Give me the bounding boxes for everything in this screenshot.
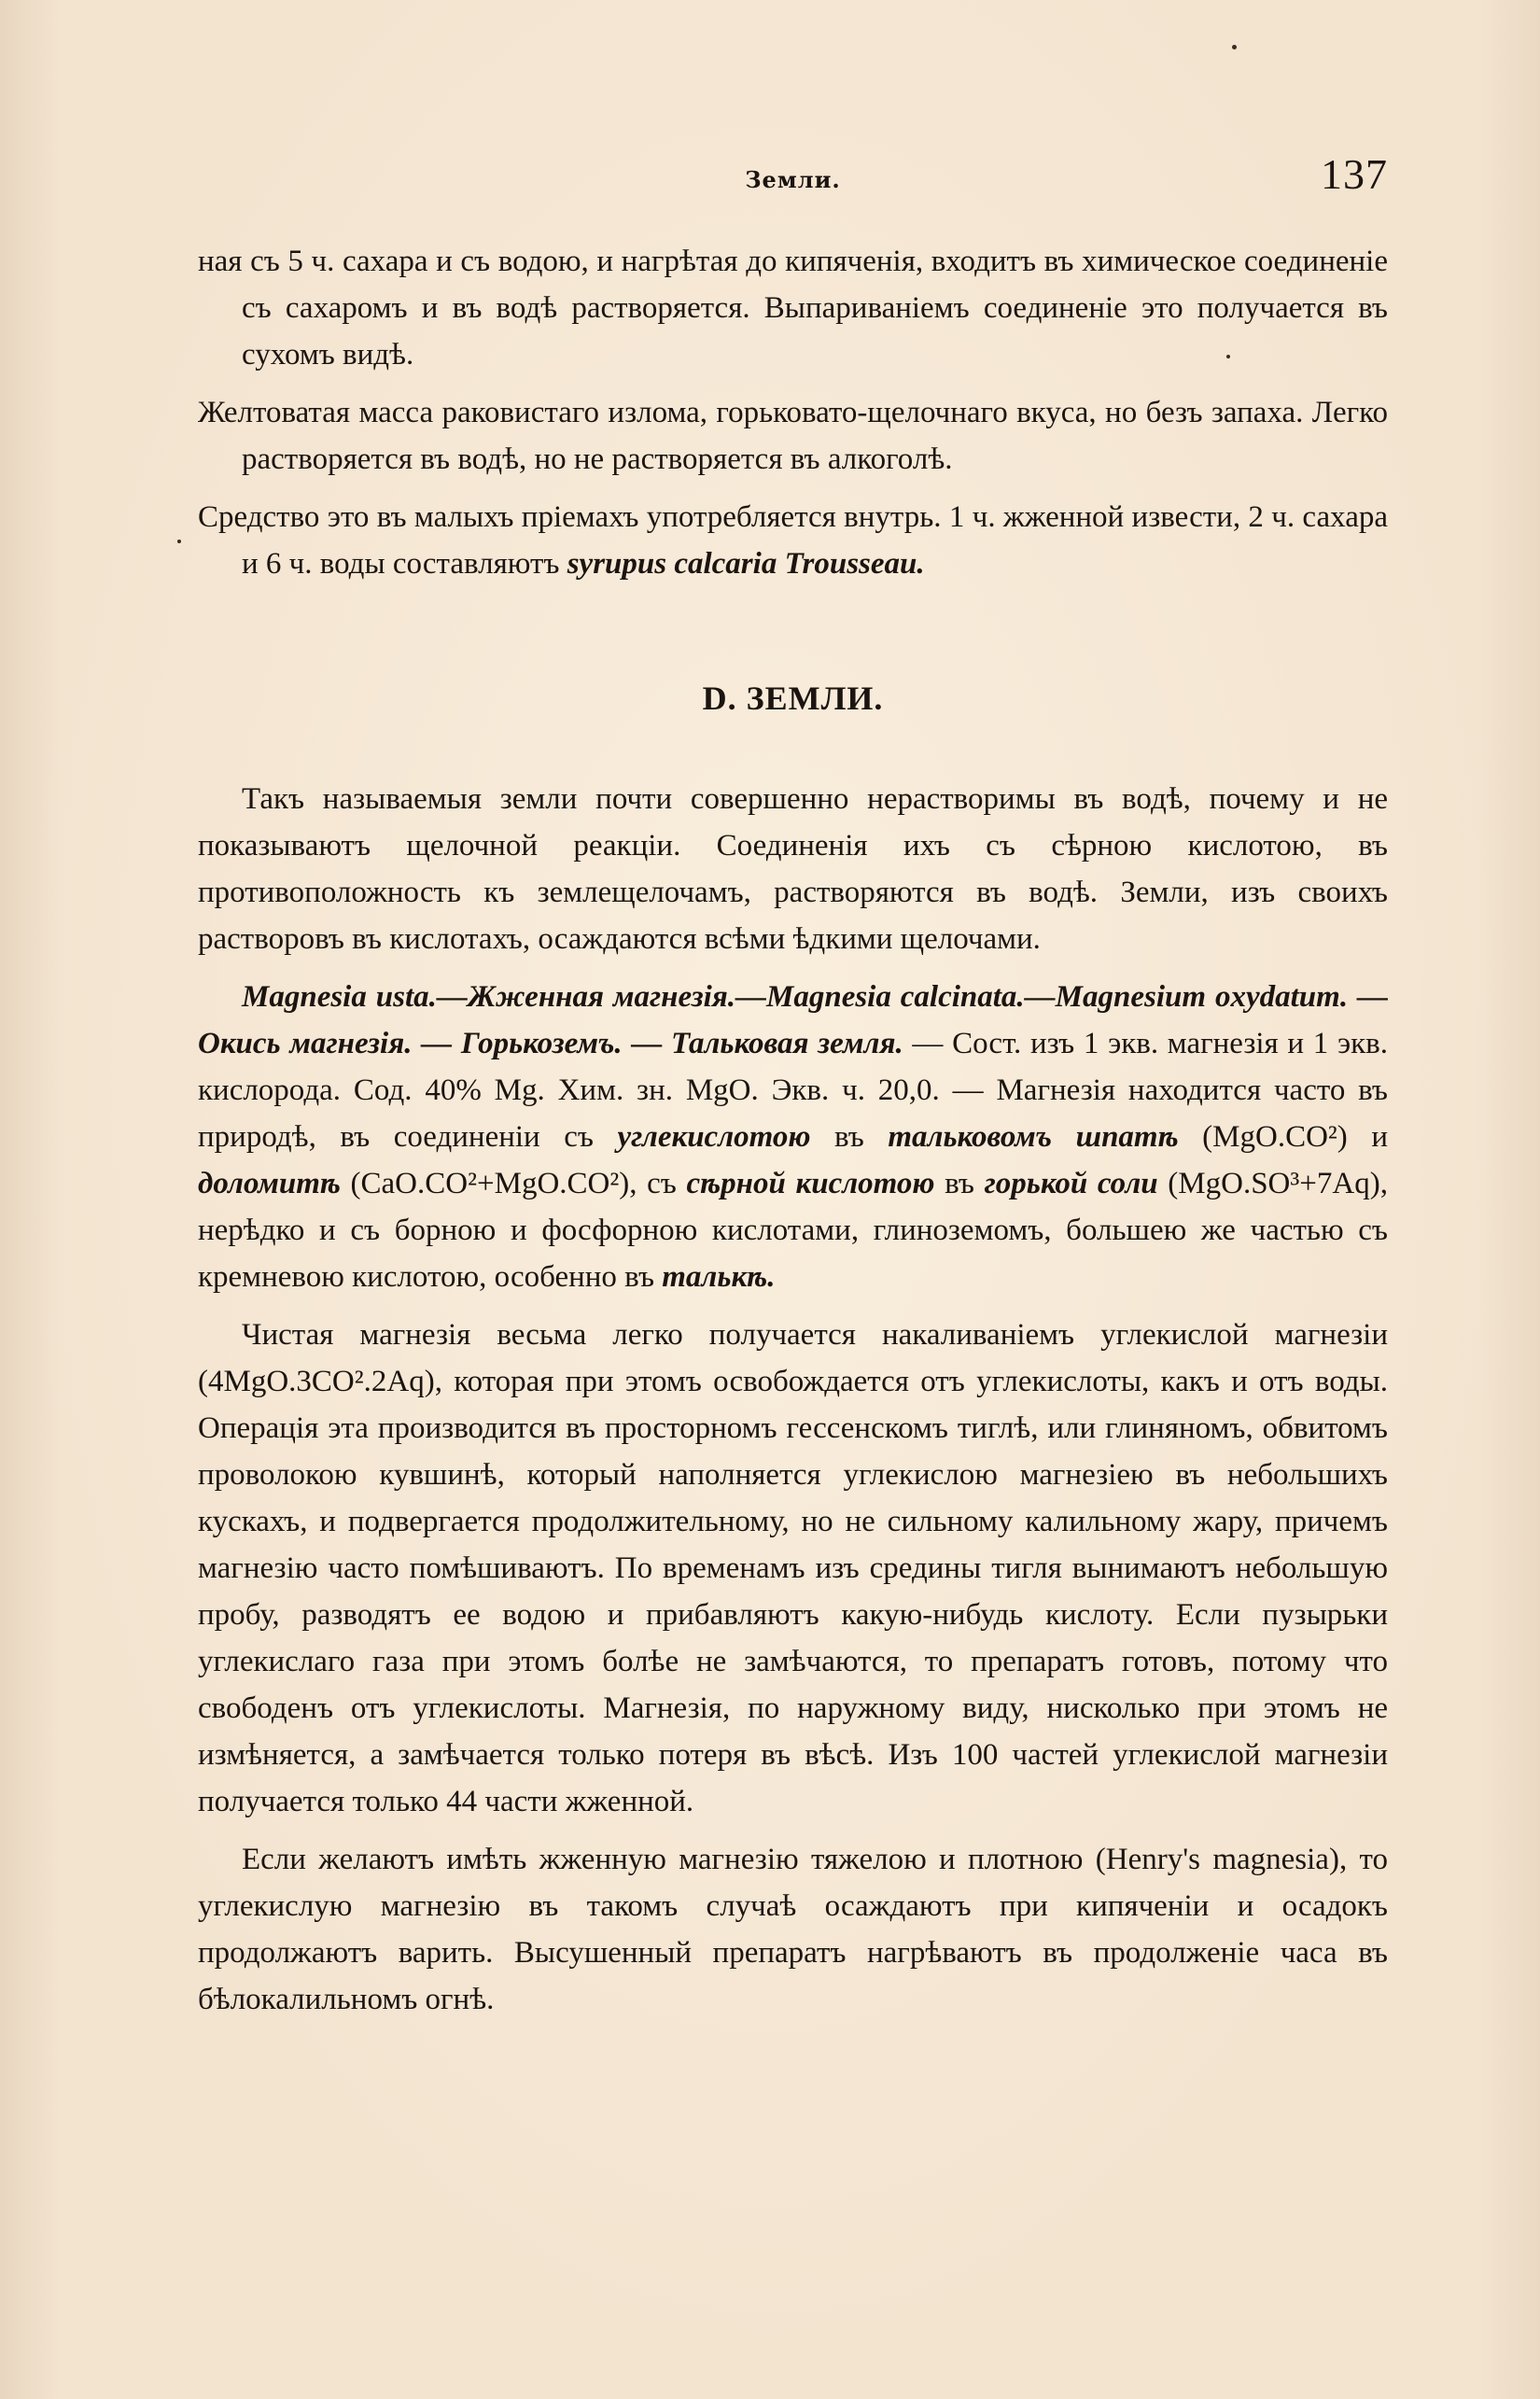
composition-text: въ	[934, 1167, 985, 1200]
composition-text: (MgO.SO³+7Aq), нерѣдко и съ борною и фосфорною кислотами, глиноземомъ, большею же частью съ кремневою кислотою, особенно въ	[198, 1167, 1388, 1294]
term-carbonic-acid: углекислотою	[617, 1120, 811, 1154]
paragraph-heavy-magnesia: Если желаютъ имѣть жженную магнезію тяжелою и плотною (Henry's magnesia), то углекислую магнезію въ такомъ случаѣ осаждаютъ при кипяченіи и осадокъ продолжаютъ варить. Высушенный препаратъ нагрѣваютъ въ продолженіе часа въ бѣлокалильномъ огнѣ.	[198, 1843, 1388, 2016]
paragraph-continuation: ная съ 5 ч. сахара и съ водою, и нагрѣтая до кипяченія, входитъ въ химическое соединеніе съ сахаромъ и въ водѣ растворяется. Выпариваніемъ соединеніе это получается въ сухомъ видѣ.	[198, 245, 1388, 372]
latin-name: syrupus calcaria Trousseau.	[567, 547, 925, 581]
paragraph-usage	[198, 494, 1388, 587]
composition-text: — Сост. изъ 1 экв. магнезія и 1 экв. кислорода. Сод. 40% Mg. Хим. зн. MgO. Экв. ч. 20,0. — Магнезія находится часто въ природѣ, въ соединеніи съ	[198, 1027, 1389, 1154]
page-number: 137	[1321, 150, 1388, 198]
term-sulfuric-acid: сѣрной кислотою	[686, 1167, 935, 1200]
composition-text: въ	[810, 1120, 889, 1154]
usage-text: Средство это въ малыхъ пріемахъ употребляется внутрь. 1 ч. жженной извести, 2 ч. сахара и 6 ч. воды составляютъ	[198, 500, 1388, 581]
term-talc: талькѣ.	[662, 1260, 776, 1294]
ink-speck	[177, 540, 181, 543]
section-gap	[198, 598, 1388, 675]
term-talc-spar: тальковомъ шпатѣ	[888, 1120, 1179, 1154]
running-head	[198, 149, 1388, 205]
body-text	[198, 238, 1388, 2034]
composition-text: (CaO.CO²+MgO.CO²), съ	[340, 1167, 687, 1200]
ink-speck	[1232, 45, 1237, 49]
magnesia-names: Magnesia usta.—Жженная магнезія.—Magnesia calcinata.—Magnesium oxydatum. — Окись магнезія. — Горькоземъ. — Тальковая земля.	[198, 980, 1388, 1060]
paragraph-magnesia-usta	[198, 974, 1388, 1300]
composition-text: (MgO.CO²) и	[1178, 1120, 1388, 1154]
paragraph-properties: Желтоватая масса раковистаго излома, горьковато-щелочнаго вкуса, но безъ запаха. Легко растворяется въ водѣ, но не растворяется въ алкоголѣ.	[198, 396, 1388, 476]
running-title: Земли.	[745, 166, 841, 193]
paragraph-preparation: Чистая магнезія весьма легко получается накаливаніемъ углекислой магнезіи (4MgO.3CO².2Aq), которая при этомъ освобождается отъ углекислоты, какъ и отъ воды. Операція эта производится въ просторномъ гессенскомъ тиглѣ, или глиняномъ, обвитомъ проволокою кувшинѣ, который наполняется углекислою магнезіею въ небольшихъ кускахъ, и подвергается продолжительному, но не сильному калильному жару, причемъ магнезію часто помѣшиваютъ. По временамъ изъ средины тигля вынимаютъ небольшую пробу, разводятъ ее водою и прибавляютъ какую-нибудь кислоту. Если пузырьки углекислаго газа при этомъ болѣе не замѣчаются, то препаратъ готовъ, потому что свободенъ отъ углекислоты. Магнезія, по наружному виду, нисколько при этомъ не измѣняется, а замѣчается только потеря въ вѣсѣ. Изъ 100 частей углекислой магнезіи получается только 44 части жженной.	[198, 1318, 1388, 1818]
term-dolomite: доломитѣ	[198, 1167, 341, 1200]
section-heading: D. ЗЕМЛИ.	[702, 680, 884, 717]
term-bitter-salt: горькой соли	[984, 1167, 1158, 1200]
paragraph-earths-intro: Такъ называемыя земли почти совершенно нерастворимы въ водѣ, почему и не показываютъ щелочной реакціи. Соединенія ихъ съ сѣрною кислотою, въ противоположность къ землещелочамъ, растворяются въ водѣ. Земли, изъ своихъ растворовъ въ кислотахъ, осаждаются всѣми ѣдкими щелочами.	[198, 782, 1388, 956]
